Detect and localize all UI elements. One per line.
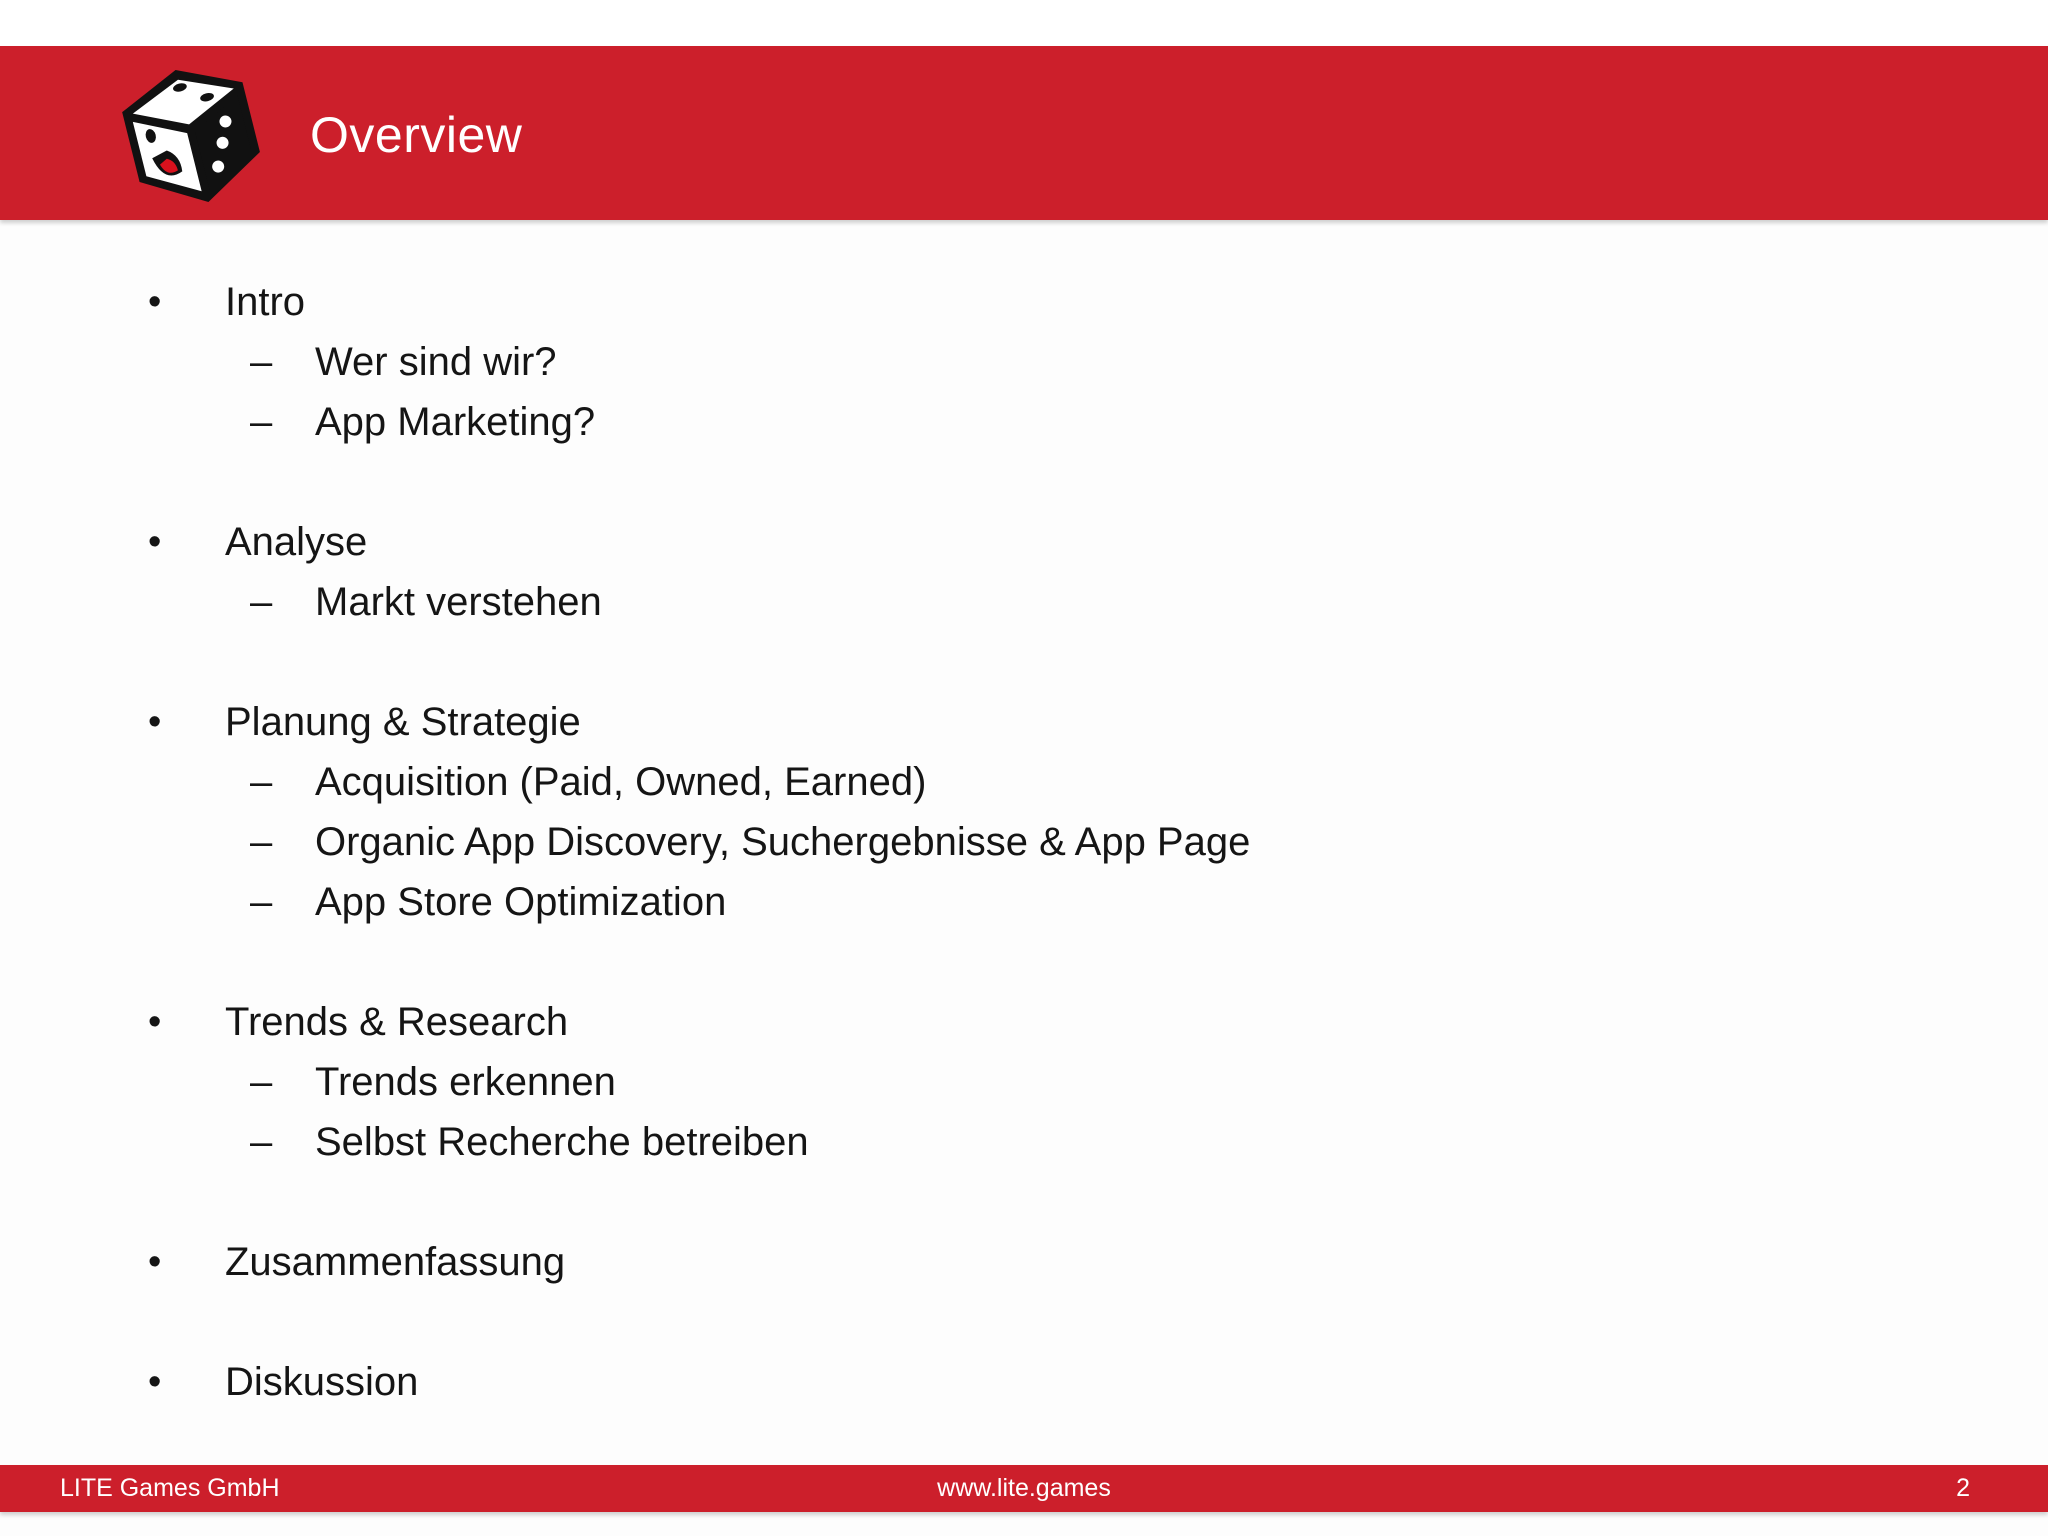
agenda-subitem: Trends erkennen — [315, 1060, 616, 1104]
bullet-icon: • — [148, 1241, 162, 1283]
slide-title: Overview — [310, 107, 523, 163]
dash-icon: – — [250, 1060, 273, 1104]
dash-icon: – — [250, 340, 273, 384]
dash-icon: – — [250, 580, 273, 624]
dash-icon: – — [250, 760, 273, 804]
agenda-item-intro: Intro — [225, 280, 306, 324]
agenda-item-planung: Planung & Strategie — [225, 700, 581, 744]
bullet-icon: • — [148, 1361, 162, 1403]
dash-icon: – — [250, 820, 273, 864]
agenda-item-zusammenfassung: Zusammenfassung — [225, 1240, 566, 1284]
dash-icon: – — [250, 880, 273, 924]
dash-icon: – — [250, 1120, 273, 1164]
agenda-item-diskussion: Diskussion — [225, 1360, 419, 1404]
agenda-subitem: Organic App Discovery, Suchergebnisse & App Page — [315, 820, 1251, 864]
footer-page-number: 2 — [1956, 1474, 1970, 1502]
bullet-icon: • — [148, 521, 162, 563]
agenda-subitem: Markt verstehen — [315, 580, 602, 624]
agenda-subitem: App Store Optimization — [315, 880, 727, 924]
agenda-subitem: Wer sind wir? — [315, 340, 557, 384]
agenda-subitem: App Marketing? — [315, 400, 596, 444]
bullet-icon: • — [148, 701, 162, 743]
agenda-subitem: Acquisition (Paid, Owned, Earned) — [315, 760, 927, 804]
bullet-icon: • — [148, 1001, 162, 1043]
agenda-item-trends: Trends & Research — [225, 1000, 569, 1044]
dash-icon: – — [250, 400, 273, 444]
agenda-item-analyse: Analyse — [225, 520, 368, 564]
footer-company: LITE Games GmbH — [60, 1474, 280, 1502]
agenda-subitem: Selbst Recherche betreiben — [315, 1120, 809, 1164]
bullet-icon: • — [148, 281, 162, 323]
footer-website: www.lite.games — [937, 1474, 1111, 1502]
